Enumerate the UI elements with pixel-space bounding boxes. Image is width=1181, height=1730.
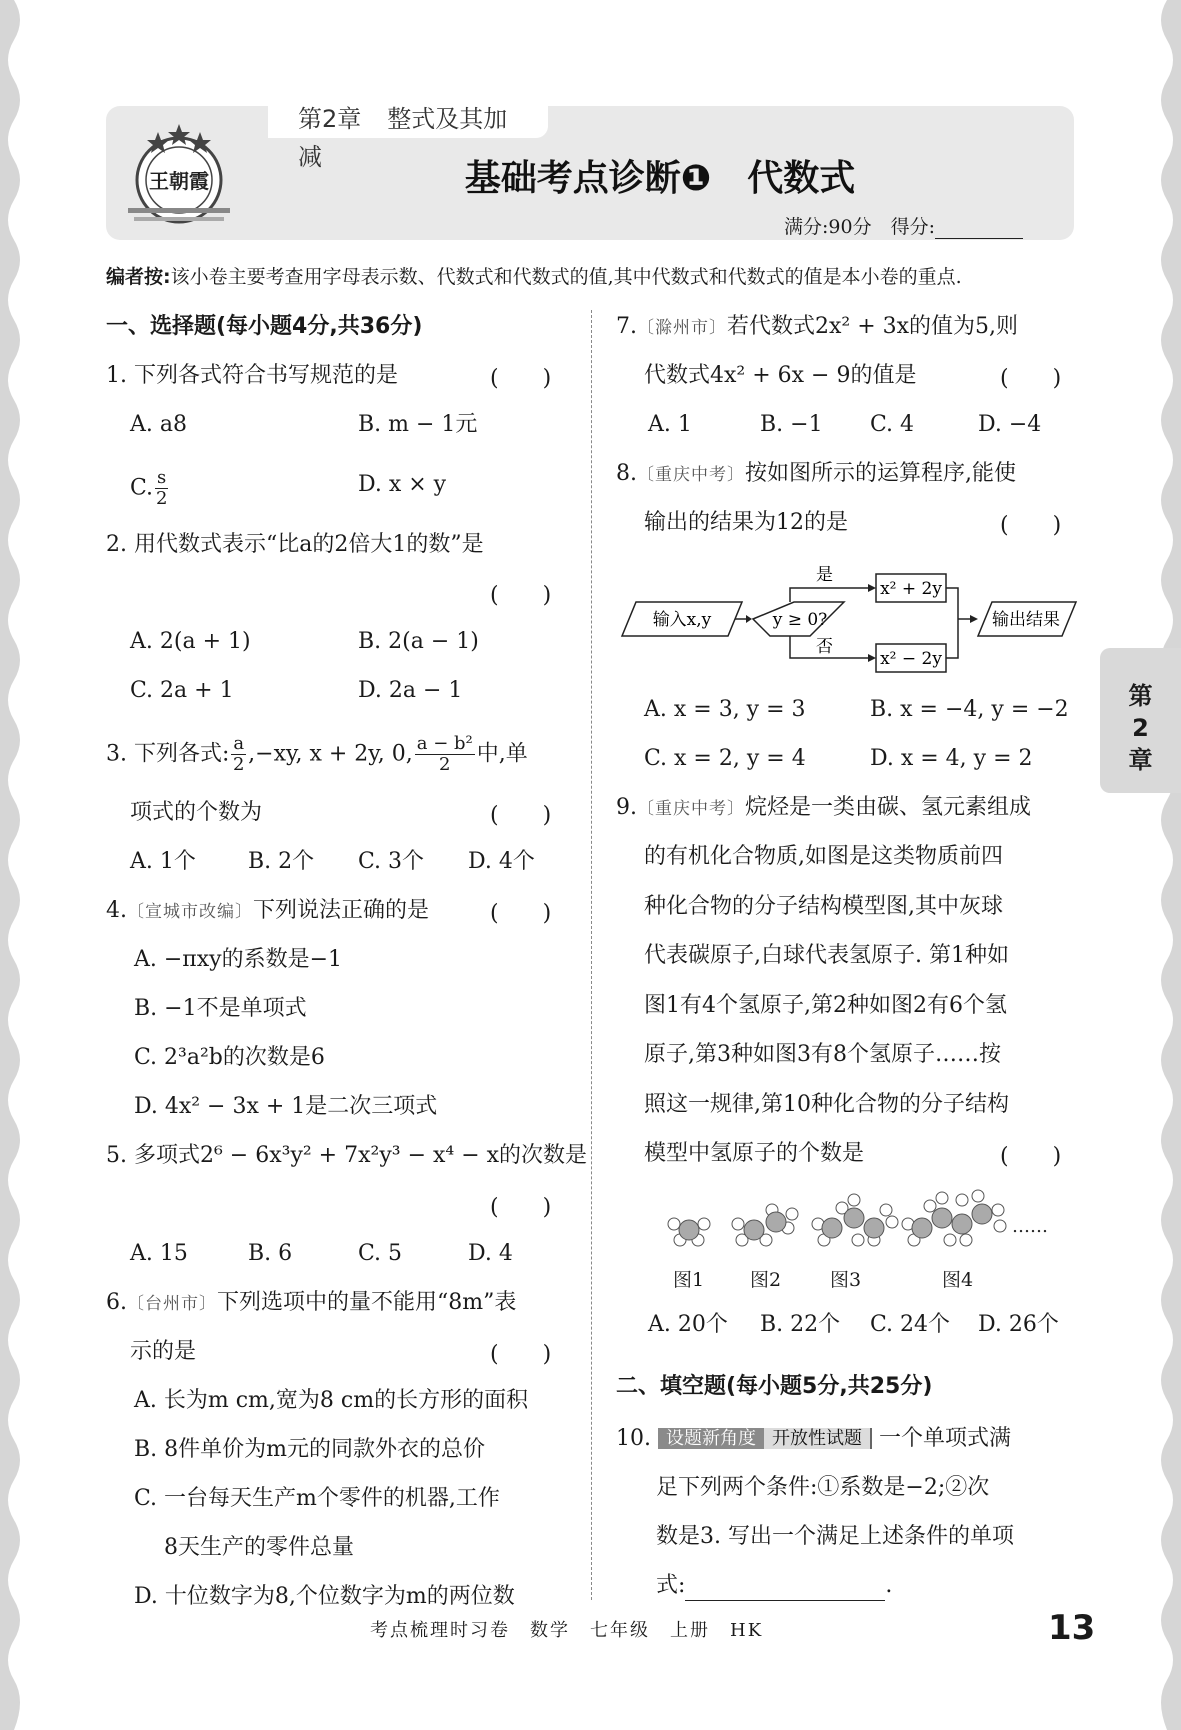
flow-no-label: 否	[816, 637, 833, 657]
q1-option-d: D. x × y	[358, 472, 447, 497]
publisher-logo	[128, 118, 230, 228]
q6-option-b: B. 8件单价为m元的同款外衣的总价	[134, 1437, 486, 1462]
fig4-caption: 图4	[942, 1269, 974, 1291]
q1-option-b: B. m − 1元	[358, 412, 478, 437]
q9-line2: 的有机化合物质,如图是这类物质前四	[644, 844, 1003, 869]
score-line: 满分:90分 得分:	[784, 212, 1023, 239]
q8-option-a: A. x = 3, y = 3	[644, 697, 806, 722]
q7-stem-line2: 代数式4x² + 6x − 9的值是	[644, 363, 917, 388]
molecule-fig4	[902, 1190, 1006, 1246]
q10-answer-blank[interactable]	[685, 1578, 885, 1601]
q2-option-b: B. 2(a − 1)	[358, 629, 479, 654]
q8-option-b: B. x = −4, y = −2	[870, 697, 1069, 722]
q7-option-d: D. −4	[978, 412, 1042, 437]
q4-option-b: B. −1不是单项式	[134, 996, 307, 1021]
q10-badge: 设题新角度 开放性试题	[658, 1426, 872, 1452]
chapter-heading: 第2章 整式及其加减	[268, 100, 548, 138]
q10-line2: 足下列两个条件:①系数是−2;②次	[656, 1475, 990, 1500]
column-divider	[591, 310, 592, 1600]
q8-stem-line2: 输出的结果为12的是	[644, 510, 848, 535]
molecule-fig3	[812, 1194, 898, 1246]
q10-line3: 数是3. 写出一个满足上述条件的单项	[656, 1524, 1014, 1549]
q9-line8: 模型中氢原子的个数是	[644, 1141, 865, 1166]
q3-answer-paren[interactable]: ( )	[490, 803, 552, 828]
q6-option-c: C. 一台每天生产m个零件的机器,工作	[134, 1486, 500, 1511]
q8-flowchart	[620, 560, 1080, 675]
q6-option-c-line2: 8天生产的零件总量	[164, 1535, 354, 1560]
q4-stem: 4.〔宣城市改编〕下列说法正确的是	[106, 898, 430, 923]
editor-note: 编者按:该小卷主要考查用字母表示数、代数式和代数式的值,其中代数式和代数式的值是本小卷的重点.	[106, 266, 962, 288]
q7-answer-paren[interactable]: ( )	[1000, 366, 1062, 391]
section-fill-title: 二、填空题(每小题5分,共25分)	[616, 1374, 933, 1399]
q3-option-d: D. 4个	[468, 849, 535, 874]
q2-stem: 2. 用代数式表示“比a的2倍大1的数”是	[106, 532, 484, 557]
flow-bottom-text: x² − 2y	[880, 649, 942, 669]
fig2-caption: 图2	[750, 1269, 782, 1291]
molecule-fig2	[732, 1204, 798, 1246]
q9-option-d: D. 26个	[978, 1312, 1059, 1337]
q1-option-a: A. a8	[130, 412, 187, 437]
q1-stem: 1. 下列各式符合书写规范的是	[106, 363, 398, 388]
q9-line7: 照这一规律,第10种化合物的分子结构	[644, 1092, 1009, 1117]
q7-option-c: C. 4	[870, 412, 915, 437]
q6-answer-paren[interactable]: ( )	[490, 1342, 552, 1367]
q2-option-c: C. 2a + 1	[130, 678, 234, 703]
q9-line4: 代表碳原子,白球代表氢原子. 第1种如	[644, 943, 1009, 968]
q7-option-b: B. −1	[760, 412, 823, 437]
q9-option-a: A. 20个	[648, 1312, 728, 1337]
q10-line4: 式: .	[656, 1571, 892, 1601]
q8-answer-paren[interactable]: ( )	[1000, 513, 1062, 538]
q9-stem: 9.〔重庆中考〕烷烃是一类由碳、氢元素组成	[616, 795, 1032, 820]
wavy-right-border	[1141, 0, 1181, 1730]
flow-output-text: 输出结果	[992, 610, 1060, 630]
chapter-side-tab: 第 2 章	[1100, 648, 1181, 793]
q8-stem: 8.〔重庆中考〕按如图所示的运算程序,能使	[616, 461, 1016, 486]
q10-stem: 10. 设题新角度 开放性试题 一个单项式满	[616, 1426, 1012, 1451]
q4-answer-paren[interactable]: ( )	[490, 901, 552, 926]
q8-option-d: D. x = 4, y = 2	[870, 746, 1033, 771]
q6-stem-line2: 示的是	[130, 1339, 197, 1364]
q9-molecule-figures	[660, 1188, 1070, 1258]
q5-option-a: A. 15	[130, 1241, 188, 1266]
q2-option-a: A. 2(a + 1)	[130, 629, 251, 654]
flow-input-text: 输入x,y	[652, 610, 712, 630]
flow-top-text: x² + 2y	[880, 579, 942, 599]
q3-stem-line2: 项式的个数为	[130, 800, 263, 825]
q3-option-a: A. 1个	[130, 849, 196, 874]
q4-option-c: C. 2³a²b的次数是6	[134, 1045, 325, 1070]
q6-option-d: D. 十位数字为8,个位数字为m的两位数	[134, 1584, 515, 1609]
q5-option-d: D. 4	[468, 1241, 513, 1266]
q3-option-c: C. 3个	[358, 849, 425, 874]
q3-option-b: B. 2个	[248, 849, 315, 874]
page-number: 13	[1048, 1608, 1096, 1648]
fig1-caption: 图1	[673, 1269, 705, 1291]
wavy-left-border	[0, 0, 40, 1730]
q5-option-b: B. 6	[248, 1241, 293, 1266]
q6-option-a: A. 长为m cm,宽为8 cm的长方形的面积	[134, 1388, 529, 1413]
flow-condition-text: y ≥ 0?	[772, 610, 828, 630]
q9-line5: 图1有4个氢原子,第2种如图2有6个氢	[644, 993, 1007, 1018]
q3-stem: 3. 下列各式: $\frac{a}{2}$ ,−xy, x + 2y, 0, $\frac{\text{a − b²}}{2}$ 中,单	[106, 733, 528, 775]
q1-answer-paren[interactable]: ( )	[490, 366, 552, 391]
q2-answer-paren[interactable]: ( )	[490, 583, 552, 608]
q5-answer-paren[interactable]: ( )	[490, 1195, 552, 1220]
q8-option-c: C. x = 2, y = 4	[644, 746, 806, 771]
q9-answer-paren[interactable]: ( )	[1000, 1144, 1062, 1169]
q4-option-a: A. −πxy的系数是−1	[134, 947, 343, 972]
molecule-fig1	[668, 1218, 710, 1246]
q2-option-d: D. 2a − 1	[358, 678, 463, 703]
fig3-caption: 图3	[830, 1269, 862, 1291]
footer-text: 考点梳理时习卷 数学 七年级 上册 HK	[370, 1620, 764, 1641]
score-blank[interactable]	[935, 220, 1023, 239]
q9-line6: 原子,第3种如图3有8个氢原子……按	[644, 1042, 1001, 1067]
svg-text:王朝霞: 王朝霞	[149, 169, 209, 193]
page-title: 基础考点诊断❶ 代数式	[464, 158, 856, 199]
q7-stem: 7.〔滁州市〕若代数式2x² + 3x的值为5,则	[616, 314, 1019, 339]
q9-line3: 种化合物的分子结构模型图,其中灰球	[644, 894, 1003, 919]
q5-stem: 5. 多项式2⁶ − 6x³y² + 7x²y³ − x⁴ − x的次数是	[106, 1143, 588, 1168]
q1-option-c: C. $\frac{s}{2}$	[130, 467, 168, 509]
q7-option-a: A. 1	[648, 412, 692, 437]
molecule-ellipsis: ……	[1012, 1216, 1048, 1237]
q4-option-d: D. 4x² − 3x + 1是二次三项式	[134, 1094, 438, 1119]
flow-yes-label: 是	[816, 565, 833, 585]
q9-option-c: C. 24个	[870, 1312, 951, 1337]
q6-stem: 6.〔台州市〕下列选项中的量不能用“8m”表	[106, 1290, 517, 1315]
q9-option-b: B. 22个	[760, 1312, 841, 1337]
q5-option-c: C. 5	[358, 1241, 403, 1266]
section-choice-title: 一、选择题(每小题4分,共36分)	[106, 314, 423, 339]
